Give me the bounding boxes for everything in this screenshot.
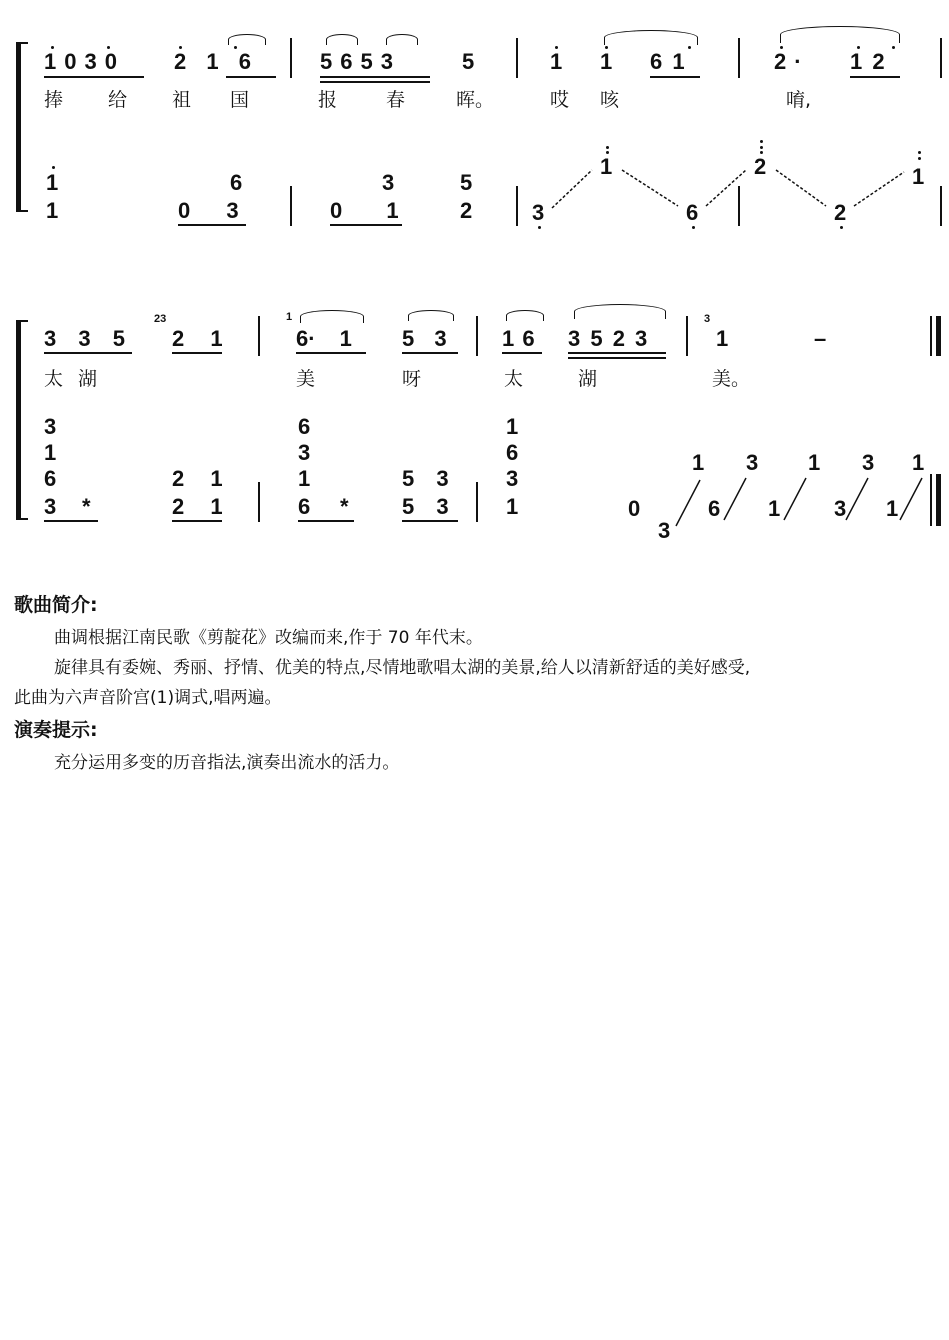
melody-note: 1 [600, 49, 613, 74]
paragraph: 此曲为六声音阶宫(1)调式,唱两遍。 [14, 688, 282, 708]
melody-note: 1030 [44, 49, 125, 74]
lyric: 湖 [578, 368, 598, 390]
lyric: 哎 [550, 89, 570, 111]
acc-note: 3 [506, 466, 519, 491]
acc-note: 1 [600, 154, 613, 179]
lyric: 呀 [402, 368, 422, 390]
acc-note: 3 [658, 518, 671, 543]
acc-note: 0 1 [330, 198, 399, 223]
acc-note: 3 [532, 200, 545, 225]
melody-note: 2 1 6 [174, 49, 251, 74]
song-notes [14, 590, 944, 778]
melody-note: 6 1 [650, 49, 685, 74]
melody-note: 5 [462, 49, 475, 74]
acc-note: 3 [298, 440, 311, 465]
glissando-lines [0, 0, 949, 560]
melody-note: 2· [774, 49, 810, 74]
melody-note: 1 [716, 326, 729, 351]
lyric: 太 [44, 368, 64, 390]
section-heading: 歌曲简介: [14, 594, 98, 616]
melody-note: 5 3 [402, 326, 447, 351]
acc-note: 1 [44, 440, 57, 465]
acc-note: 1 [298, 466, 311, 491]
acc-note: 0 3 [178, 198, 239, 223]
acc-note: 3 [746, 450, 759, 475]
section-heading: 演奏提示: [14, 719, 98, 741]
acc-note: 3 [44, 414, 57, 439]
acc-note: 2 [754, 154, 767, 179]
lyric: 湖 [78, 368, 98, 390]
acc-note: 3 [44, 494, 57, 519]
acc-note: 2 1 [172, 466, 223, 491]
lyric: 唷, [786, 89, 812, 111]
acc-note: 3 [862, 450, 875, 475]
acc-note: 6 [298, 494, 311, 519]
acc-note: 3 [382, 170, 395, 195]
lyric: 国 [230, 89, 250, 111]
acc-note: 5 [460, 170, 473, 195]
acc-note: 6 [686, 200, 699, 225]
score-row-2 [0, 0, 949, 560]
acc-note: 6 [708, 496, 721, 521]
lyric: 祖 [172, 89, 192, 111]
melody-note: 1 2 [850, 49, 885, 74]
lyric: 美 [296, 368, 316, 390]
acc-note: 1 [768, 496, 781, 521]
acc-note: 3 [834, 496, 847, 521]
melody-note: 6· 1 [296, 326, 352, 351]
acc-note: 1 [912, 450, 925, 475]
lyric: 美。 [712, 368, 751, 390]
acc-note: 6 [506, 440, 519, 465]
acc-note: 2 [834, 200, 847, 225]
acc-note: 2 1 [172, 494, 223, 519]
melody-note: – [814, 326, 827, 351]
grace-note: 23 [154, 313, 167, 325]
paragraph: 充分运用多变的历音指法,演奏出流水的活力。 [54, 753, 400, 773]
acc-note: 5 3 [402, 494, 449, 519]
melody-note: 1 6 [502, 326, 535, 351]
melody-note: 3 5 2 3 [568, 326, 648, 351]
lyric: 咳 [600, 89, 620, 111]
acc-symbol: * [82, 494, 91, 519]
lyric: 春 [386, 89, 406, 111]
acc-symbol: * [340, 494, 349, 519]
melody-note: 1 [550, 49, 563, 74]
grace-note: 3 [704, 313, 711, 325]
acc-note: 1 [886, 496, 899, 521]
acc-note: 1 [46, 198, 59, 223]
acc-note: 1 [808, 450, 821, 475]
acc-note: 1 [912, 164, 925, 189]
grace-note: 1 [286, 311, 293, 323]
melody-note: 2 1 [172, 326, 223, 351]
acc-note: 1 [506, 494, 519, 519]
lyric: 晖。 [456, 89, 495, 111]
acc-note: 0 [628, 496, 641, 521]
melody-note: 5653 [320, 49, 401, 74]
melody-note: 3 3 5 [44, 326, 125, 351]
lyric: 捧 [44, 89, 64, 111]
paragraph: 曲调根据江南民歌《剪靛花》改编而来,作于 70 年代末。 [54, 628, 483, 648]
acc-note: 1 [692, 450, 705, 475]
acc-note: 1 [46, 170, 59, 195]
lyric: 太 [504, 368, 524, 390]
acc-note: 6 [230, 170, 243, 195]
lyric: 给 [108, 89, 128, 111]
acc-note: 5 3 [402, 466, 449, 491]
lyric: 报 [318, 89, 338, 111]
acc-note: 2 [460, 198, 473, 223]
acc-note: 6 [44, 466, 57, 491]
acc-note: 6 [298, 414, 311, 439]
paragraph: 旋律具有委婉、秀丽、抒情、优美的特点,尽情地歌唱太湖的美景,给人以清新舒适的美好感受, [54, 658, 751, 678]
acc-note: 1 [506, 414, 519, 439]
